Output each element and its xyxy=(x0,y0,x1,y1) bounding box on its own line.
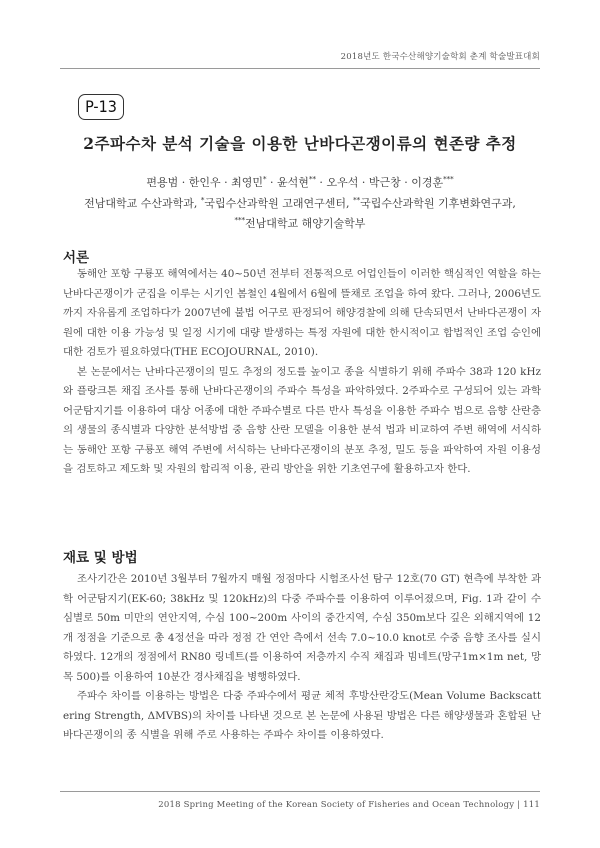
running-header: 2018년도 한국수산해양기술학회 춘계 학술발표대회 xyxy=(340,52,540,62)
affiliation-mark: *** xyxy=(234,216,246,225)
footer-separator: | xyxy=(517,800,521,810)
affiliation-mark: ** xyxy=(353,196,361,205)
introduction-body xyxy=(63,265,541,480)
affiliation-mark: * xyxy=(200,196,205,205)
affiliation-mark: * xyxy=(263,175,267,184)
header-rule xyxy=(60,68,540,69)
author-name: 한인우 xyxy=(188,176,221,189)
affiliation-mark: ** xyxy=(308,175,316,184)
affiliation-text: 국립수산과학원 기후변화연구과, xyxy=(360,197,516,210)
paragraph: 조사기간은 2010년 3월부터 7월까지 매월 정점마다 시험조사선 탐구 12호(70 GT) 현측에 부착한 과학 어군탐지기(EK-60; 38kHz 및 120kHz)의 다중 주파수를 이용하여 이루어졌으며, Fig. 1과 같이 수심별로 50m 미만의 연안지역, 수심 100~200m 사이의 중간지역, 수심 350m보다 깊은 외해지역에 12개 정점을 기준으로 총 4정선을 따라 정점 간 연안 측에서 선속 7.0~10.0 knot로 수중 음향 조사를 실시하였다. 12개의 정점에서 RN80 링네트(를 이용하여 저층까지 수직 채집과 빔네트(망구1m×1m net, 망목 500)를 이용하여 10분간 경사채집을 병행하였다. xyxy=(63,573,541,683)
author-name: 편용범 xyxy=(146,176,179,189)
author-name: 윤석현 xyxy=(277,176,309,189)
author-name: 이경훈 xyxy=(411,176,444,189)
affiliation-line xyxy=(0,195,600,211)
author-list xyxy=(0,174,600,190)
author-separator: · xyxy=(178,176,189,189)
affiliation-text: 전남대학교 해양기술학부 xyxy=(245,217,366,230)
paragraph: 동해안 포항 구룡포 해역에서는 40~50년 전부터 전통적으로 어업인들이 이러한 핵심적인 역할을 하는 난바다곤쟁이가 군집을 이루는 시기인 봄철인 4월에서 6월에 뜰채로 조업을 하여 왔다. 그러나, 2006년도까지 자유롭게 조업하다가 2007년에 불법 어구로 판정되어 해양경찰에 의해 단속되면서 난바다곤쟁이 자원에 대한 이용 가능성 및 일정 시기에 대량 발생하는 특정 자원에 대한 한시적이고 합법적인 조업 승인에 대한 검토가 필요하였다(THE ECOJOURNAL, 2010). xyxy=(63,268,541,358)
affiliation-line xyxy=(0,215,600,231)
author-separator: · xyxy=(358,176,369,189)
footer-rule xyxy=(60,791,540,792)
methods-body xyxy=(63,570,541,746)
footer-journal: 2018 Spring Meeting of the Korean Society of Fisheries and Ocean Technology xyxy=(158,800,515,810)
author-separator: · xyxy=(266,176,278,189)
section-heading-methods: 재료 및 방법 xyxy=(63,550,138,566)
section-heading-introduction: 서론 xyxy=(63,250,90,266)
author-separator: · xyxy=(220,176,232,189)
author-separator: · xyxy=(315,176,327,189)
author-name: 오우석 xyxy=(326,176,359,189)
author-name: 최영민 xyxy=(231,176,264,189)
paragraph: 본 논문에서는 난바다곤쟁이의 밀도 추정의 정도를 높이고 종을 식별하기 위해 주파수 38과 120 kHz와 플랑크톤 채집 조사를 통해 난바다곤쟁이의 주파수 특성을 파악하였다. 2주파수로 구성되어 있는 과학어군탐지기를 이용하여 대상 어종에 대한 주파수별로 다른 반사 특성을 이용한 주파수 법으로 음향 산란층의 생물의 종식별과 다양한 분석방법 중 음향 산란 모델을 이용한 분석 법과 비교하여 주변 해역에 서식하는 동해안 포항 구룡포 해역 주변에 서식하는 난바다곤쟁이의 분포 추정, 밀도 등을 파악하여 자원 이용성을 검토하고 제도화 및 자원의 합리적 이용, 관리 방안을 위한 기초연구에 활용하고자 한다. xyxy=(63,365,541,475)
page-number: 111 xyxy=(523,800,540,810)
poster-number-badge: P-13 xyxy=(78,94,124,120)
paragraph: 주파수 차이를 이용하는 방법은 다중 주파수에서 평균 체적 후방산란강도(Mean Volume Backscattering Strength, ΔMVBS)의 차이를 나타낸 것으로 본 논문에 사용된 방법은 다른 해양생물과 혼합된 난바다곤쟁이의 종 식별을 위해 주로 사용하는 주파수 차이를 이용하였다. xyxy=(63,690,541,741)
author-separator: · xyxy=(400,176,412,189)
running-footer xyxy=(158,800,540,810)
paper-title: 2주파수차 분석 기술을 이용한 난바다곤쟁이류의 현존량 추정 xyxy=(83,134,517,153)
affiliation-mark: *** xyxy=(443,175,454,184)
author-name: 박근창 xyxy=(368,176,401,189)
affiliation-text: 전남대학교 수산과학과, xyxy=(84,197,201,210)
affiliation-text: 국립수산과학원 고래연구센터, xyxy=(204,197,354,210)
